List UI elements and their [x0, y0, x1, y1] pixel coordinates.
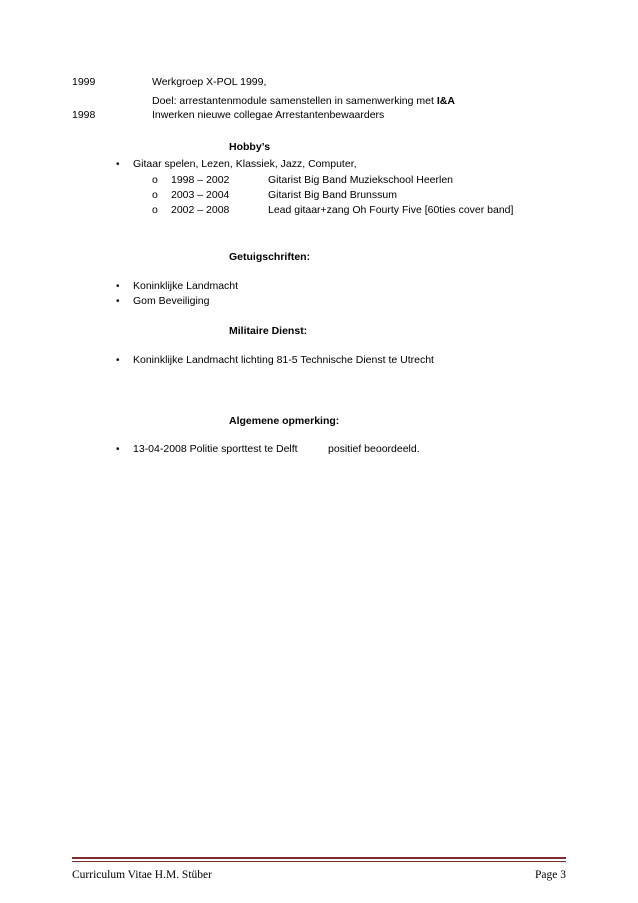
experience-1999-line-1: Werkgroep X-POL 1999,	[152, 76, 267, 88]
bullet-icon: •	[116, 281, 120, 292]
reference-item-2: Gom Beveiliging	[133, 295, 210, 307]
experience-1999-bold-suffix: I&A	[436, 95, 455, 107]
hobby-period-2: 2003 – 2004	[171, 189, 230, 201]
hobby-period-3: 2002 – 2008	[171, 204, 230, 216]
hobby-desc-1: Gitarist Big Band Muziekschool Heerlen	[268, 174, 454, 186]
hobby-desc-3: Lead gitaar+zang Oh Fourty Five [60ties cover band]	[268, 204, 514, 216]
bullet-icon: •	[116, 444, 120, 455]
bullet-icon: •	[116, 355, 120, 366]
hobbies-bullet-text: Gitaar spelen, Lezen, Klassiek, Jazz, Computer,	[133, 158, 357, 170]
footer-page-number: Page 3	[535, 869, 566, 881]
year-1999: 1999	[72, 76, 96, 88]
year-1998: 1998	[72, 109, 96, 121]
experience-1999-line-2	[152, 95, 455, 108]
military-heading: Militaire Dienst:	[229, 325, 308, 337]
experience-1999-line-2-text: Doel: arrestantenmodule samenstellen in samenwerking met	[152, 95, 437, 107]
hobbies-heading: Hobby’s	[229, 141, 271, 153]
experience-1998-line-1: Inwerken nieuwe collegae Arrestantenbewaarders	[152, 109, 385, 121]
sub-bullet-icon: o	[152, 189, 158, 201]
remarks-item-right: positief beoordeeld.	[328, 443, 420, 455]
footer-title: Curriculum Vitae H.M. Stüber	[72, 869, 212, 881]
remarks-heading: Algemene opmerking:	[229, 415, 340, 427]
hobby-period-1: 1998 – 2002	[171, 174, 230, 186]
references-heading: Getuigschriften:	[229, 251, 311, 263]
hobby-desc-2: Gitarist Big Band Brunssum	[268, 189, 397, 201]
footer-rule-thick	[72, 857, 566, 859]
bullet-icon: •	[116, 296, 120, 307]
sub-bullet-icon: o	[152, 174, 158, 186]
remarks-item-left: 13-04-2008 Politie sporttest te Delft	[133, 443, 298, 455]
bullet-icon: •	[116, 159, 120, 170]
footer-rule-thin	[72, 861, 566, 862]
sub-bullet-icon: o	[152, 204, 158, 216]
military-item-1: Koninklijke Landmacht lichting 81-5 Technische Dienst te Utrecht	[133, 354, 434, 366]
reference-item-1: Koninklijke Landmacht	[133, 280, 239, 292]
